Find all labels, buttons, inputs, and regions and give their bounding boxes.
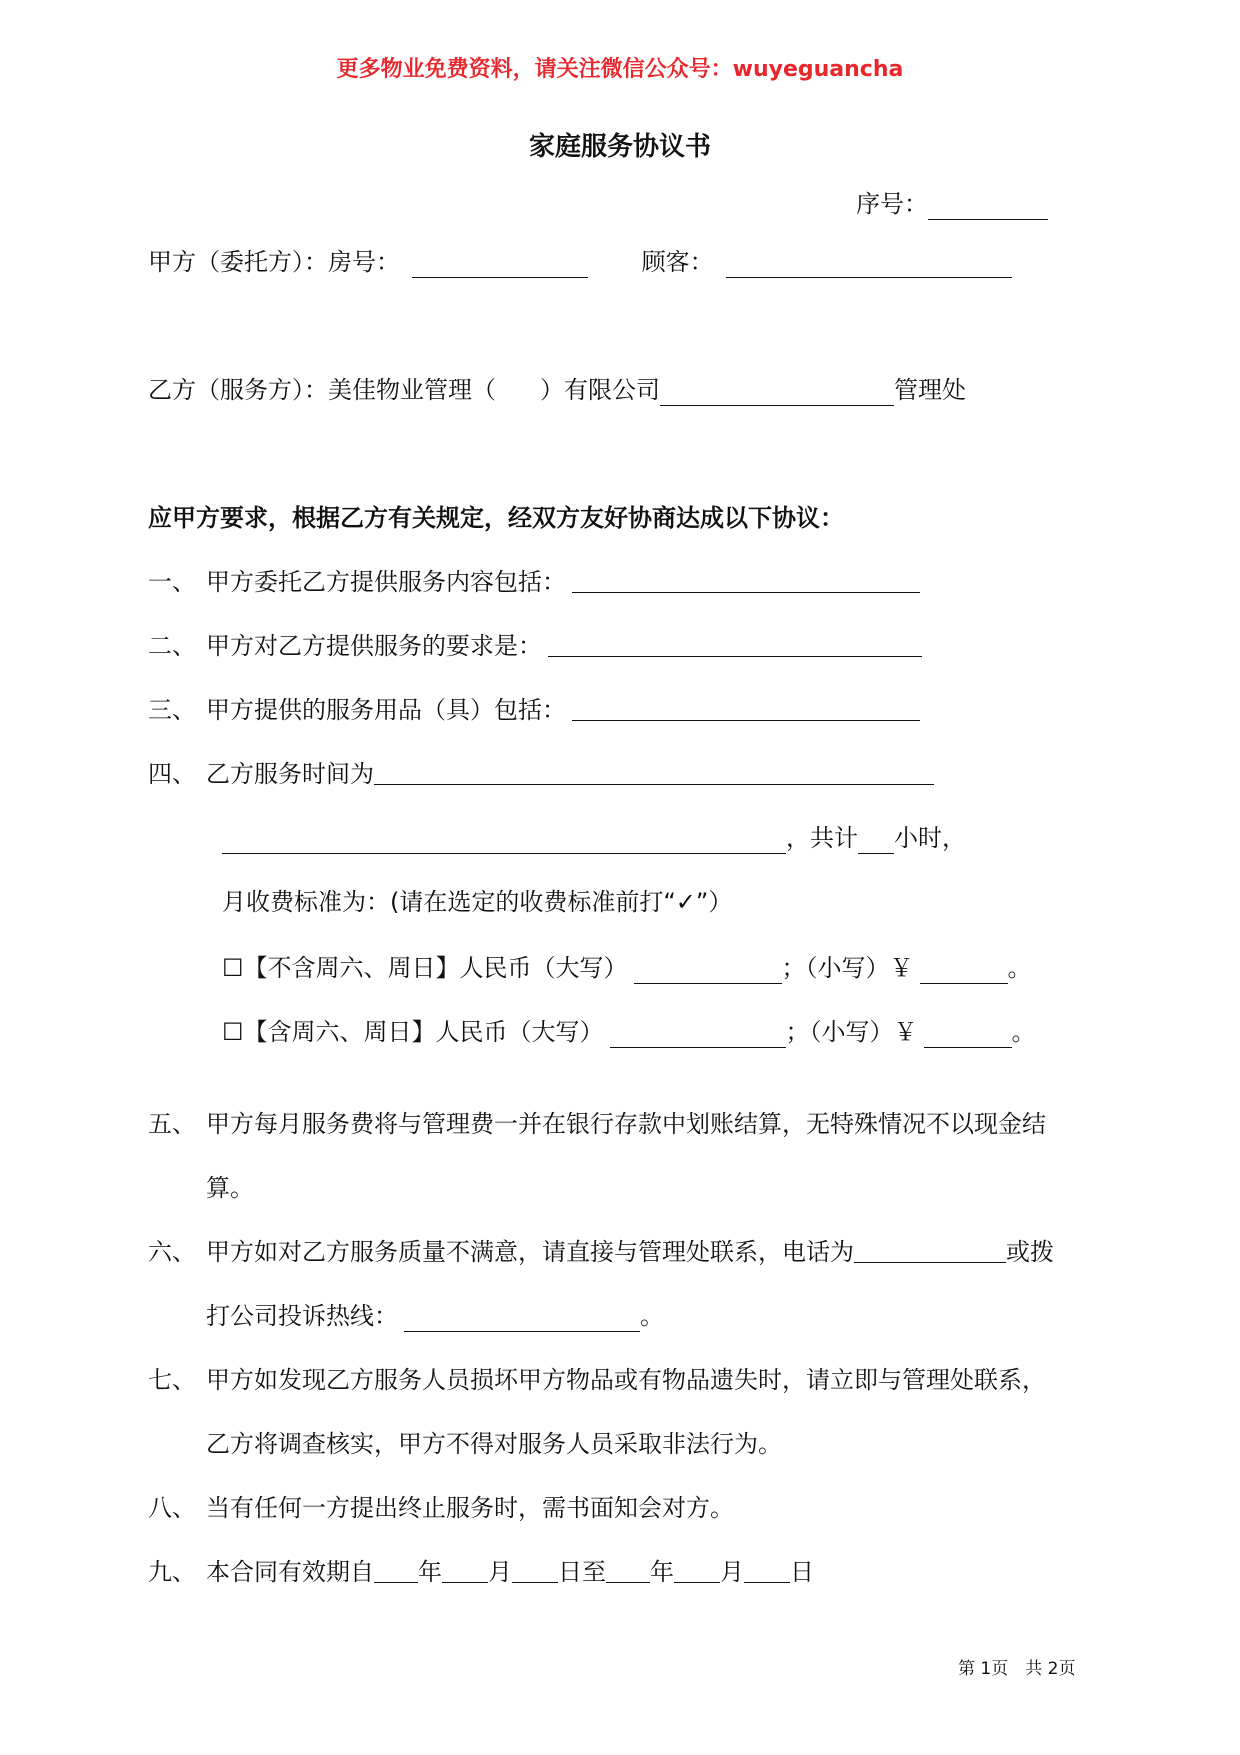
service-time-blank-2	[222, 827, 786, 854]
start-day-blank	[512, 1556, 558, 1583]
item-7-line-1: 甲方如发现乙方服务人员损坏甲方物品或有物品遗失时，请立即与管理处联系，	[206, 1366, 1046, 1394]
item-6-or: 或拨	[1006, 1238, 1054, 1266]
item-number: 一、	[148, 568, 196, 596]
hotline-blank	[404, 1305, 640, 1332]
party-b-mid: ）有限公司	[540, 376, 660, 404]
hours-blank	[858, 827, 894, 854]
promo-header: 更多物业免费资料，请关注微信公众号：wuyeguancha	[336, 57, 904, 82]
month-label: 月	[720, 1558, 744, 1586]
item-7	[148, 1364, 1046, 1396]
item-9	[148, 1556, 814, 1588]
item-6-line-2-row	[206, 1300, 664, 1332]
item-number: 六、	[148, 1238, 196, 1266]
item-5-line-1: 甲方每月服务费将与管理费一并在银行存款中划账结算，无特殊情况不以现金结	[206, 1110, 1046, 1138]
party-b-label: 乙方（服务方）：美佳物业管理（	[148, 376, 496, 404]
party-b-suffix: 管理处	[894, 376, 966, 404]
end-year-blank	[606, 1556, 650, 1583]
item-3	[148, 694, 920, 726]
party-b-row	[148, 374, 966, 406]
period: 。	[640, 1302, 664, 1330]
end-month-blank	[674, 1556, 720, 1583]
item-1-text: 甲方委托乙方提供服务内容包括：	[206, 568, 566, 596]
item-4-text: 乙方服务时间为	[206, 760, 374, 788]
period: 。	[1011, 1018, 1036, 1046]
fee-option-1-label: 【不含周六、周日】人民币（大写）	[243, 954, 628, 982]
item-8	[148, 1492, 734, 1524]
period: 。	[1007, 954, 1032, 982]
party-a-row	[148, 246, 1012, 278]
customer-blank	[726, 251, 1012, 278]
checkbox-weekdays[interactable]: ☐	[222, 954, 244, 982]
item-5-line-2: 算。	[206, 1174, 254, 1202]
serial-row	[856, 188, 1048, 220]
small-amount-label: ；（小写）￥	[785, 1018, 918, 1046]
item-5	[148, 1108, 1046, 1140]
item-3-text: 甲方提供的服务用品（具）包括：	[206, 696, 566, 724]
customer-label: 顾客：	[641, 248, 714, 276]
supplies-blank	[572, 694, 920, 721]
item-8-text: 当有任何一方提出终止服务时，需书面知会对方。	[206, 1494, 734, 1522]
item-2-text: 甲方对乙方提供服务的要求是：	[206, 632, 542, 660]
serial-label: 序号：	[856, 190, 928, 218]
item-9-text: 本合同有效期自	[206, 1558, 374, 1586]
amount-words-blank-2	[610, 1021, 786, 1048]
item-number: 三、	[148, 696, 196, 724]
month-label: 月	[488, 1558, 512, 1586]
day-label: 日	[790, 1558, 814, 1586]
item-number: 八、	[148, 1494, 196, 1522]
party-a-label: 甲方（委托方）：房号：	[148, 248, 400, 276]
item-6	[148, 1236, 1054, 1268]
start-month-blank	[442, 1556, 488, 1583]
document-title: 家庭服务协议书	[528, 132, 711, 162]
item-2	[148, 630, 922, 662]
start-year-blank	[374, 1556, 418, 1583]
item-number: 九、	[148, 1558, 196, 1586]
room-number-blank	[412, 251, 588, 278]
item-1	[148, 566, 920, 598]
phone-blank	[854, 1236, 1006, 1263]
small-amount-label: ；（小写）￥	[781, 954, 914, 982]
end-day-blank	[744, 1556, 790, 1583]
total-label: ，共计	[786, 824, 858, 852]
day-to-label: 日至	[558, 1558, 606, 1586]
service-content-blank	[572, 566, 920, 593]
management-office-blank	[660, 379, 894, 406]
amount-digits-blank-1	[920, 957, 1008, 984]
year-label: 年	[418, 1558, 442, 1586]
preamble: 应甲方要求，根据乙方有关规定，经双方友好协商达成以下协议：	[148, 504, 844, 532]
checkbox-all-days[interactable]: ☐	[222, 1018, 244, 1046]
year-label: 年	[650, 1558, 674, 1586]
serial-blank	[928, 193, 1048, 220]
requirement-blank	[548, 630, 922, 657]
fee-option-2-label: 【含周六、周日】人民币（大写）	[243, 1018, 604, 1046]
item-4	[148, 758, 934, 790]
item-number: 二、	[148, 632, 196, 660]
item-4-continued	[222, 822, 966, 854]
fee-option-weekdays	[222, 952, 1032, 984]
item-number: 五、	[148, 1110, 196, 1138]
item-6-line-1: 甲方如对乙方服务质量不满意，请直接与管理处联系，电话为	[206, 1238, 854, 1266]
item-number: 四、	[148, 760, 196, 788]
item-number: 七、	[148, 1366, 196, 1394]
amount-digits-blank-2	[924, 1021, 1012, 1048]
service-time-blank	[374, 758, 934, 785]
fee-intro: 月收费标准为：(请在选定的收费标准前打“✓”）	[222, 888, 733, 916]
fee-option-all-days	[222, 1016, 1036, 1048]
amount-words-blank-1	[634, 957, 782, 984]
page-number: 第 1页 共 2页	[958, 1659, 1076, 1679]
item-7-line-2: 乙方将调查核实，甲方不得对服务人员采取非法行为。	[206, 1430, 782, 1458]
item-6-line-2: 打公司投诉热线：	[206, 1302, 398, 1330]
hours-label: 小时，	[894, 824, 966, 852]
